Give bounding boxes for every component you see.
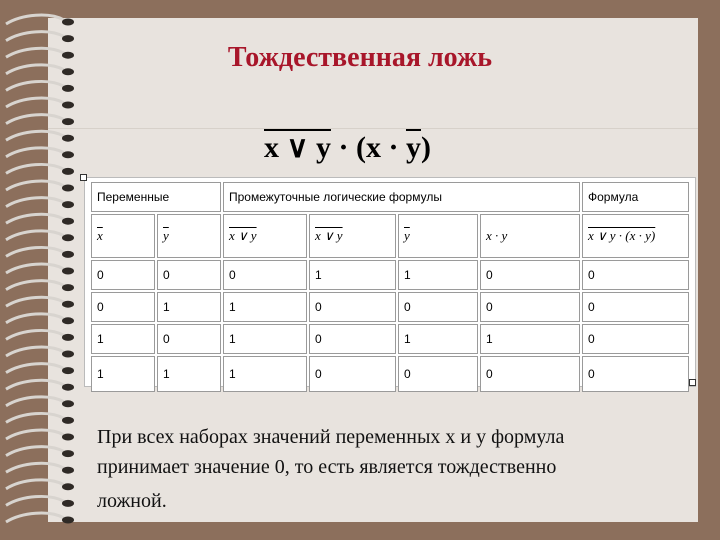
- table-header-row: [91, 182, 689, 212]
- conclusion-text: [97, 422, 657, 516]
- table-cell: 0: [309, 324, 396, 354]
- selection-handle-icon: [689, 379, 696, 386]
- formula-part-close: ): [420, 131, 431, 164]
- table-cell: 0: [157, 324, 221, 354]
- cell-text: x · y: [486, 228, 508, 243]
- table-row: [91, 324, 689, 354]
- table-cell: 0: [582, 324, 689, 354]
- table-cell: 0: [309, 292, 396, 322]
- table-cell: 1: [223, 356, 307, 392]
- table-cell: 1: [157, 356, 221, 392]
- cell-text: x ∨ y: [315, 228, 343, 243]
- cell-text: x ∨ y · (x · y): [588, 228, 656, 243]
- table-row: [91, 292, 689, 322]
- conclusion-line-3: ложной.: [97, 490, 167, 512]
- table-row: [91, 260, 689, 290]
- truth-table-frame: [84, 177, 696, 387]
- conclusion-line-2: принимает значение 0, то есть является тождественно: [97, 456, 557, 478]
- formula-part-neg-disj: x ∨ y: [264, 131, 331, 164]
- col-result: [582, 214, 689, 258]
- table-cell: 0: [480, 292, 580, 322]
- table-cell: 1: [91, 356, 155, 392]
- table-cell: 0: [480, 356, 580, 392]
- table-cell: 0: [223, 260, 307, 290]
- table-cell: 0: [91, 260, 155, 290]
- table-cell: 0: [582, 356, 689, 392]
- col-neg-y2: [398, 214, 478, 258]
- slide-title: Тождественная ложь: [227, 42, 493, 73]
- cell-text: x ∨ y: [229, 228, 257, 243]
- selection-handle-icon: [80, 174, 87, 181]
- table-cell: 1: [157, 292, 221, 322]
- header-intermediate: Промежуточные логические формулы: [223, 182, 580, 212]
- conclusion-line-1: При всех наборах значений переменных х и у формула: [97, 426, 565, 448]
- truth-table: [89, 180, 691, 394]
- table-cell: 0: [398, 356, 478, 392]
- table-cell: 1: [398, 324, 478, 354]
- formula-part-neg-y: $\overline{y}$: [405, 131, 421, 164]
- col-disj: [223, 214, 307, 258]
- formula-part-dot2: ·: [380, 131, 406, 164]
- table-cell: 1: [309, 260, 396, 290]
- header-formula: Формула: [582, 182, 689, 212]
- table-cell: 1: [480, 324, 580, 354]
- table-cell: 1: [223, 324, 307, 354]
- spiral-binding-icon: [2, 10, 80, 530]
- cell-text: $\overline{y}$: [404, 228, 410, 243]
- table-cell: 0: [582, 292, 689, 322]
- table-cell: 1: [91, 324, 155, 354]
- cell-text: $\overline{x}$: [97, 228, 103, 243]
- formula-part-dot: · (: [330, 131, 366, 164]
- table-cell: 0: [480, 260, 580, 290]
- table-cell: 0: [91, 292, 155, 322]
- table-row: [91, 356, 689, 392]
- table-formula-row: [91, 214, 689, 258]
- header-variables: Переменные: [91, 182, 221, 212]
- table-cell: 1: [223, 292, 307, 322]
- cell-text: $\overline{y}$: [163, 228, 169, 243]
- formula-part-x: x: [365, 131, 381, 164]
- table-cell: 0: [582, 260, 689, 290]
- col-neg-disj: [309, 214, 396, 258]
- col-neg-x: [91, 214, 155, 258]
- col-conj: [480, 214, 580, 258]
- header-formula: [264, 130, 431, 165]
- page-rule-line: [48, 128, 698, 129]
- table-cell: 0: [309, 356, 396, 392]
- table-cell: 0: [398, 292, 478, 322]
- table-cell: 0: [157, 260, 221, 290]
- table-cell: 1: [398, 260, 478, 290]
- col-neg-y: [157, 214, 221, 258]
